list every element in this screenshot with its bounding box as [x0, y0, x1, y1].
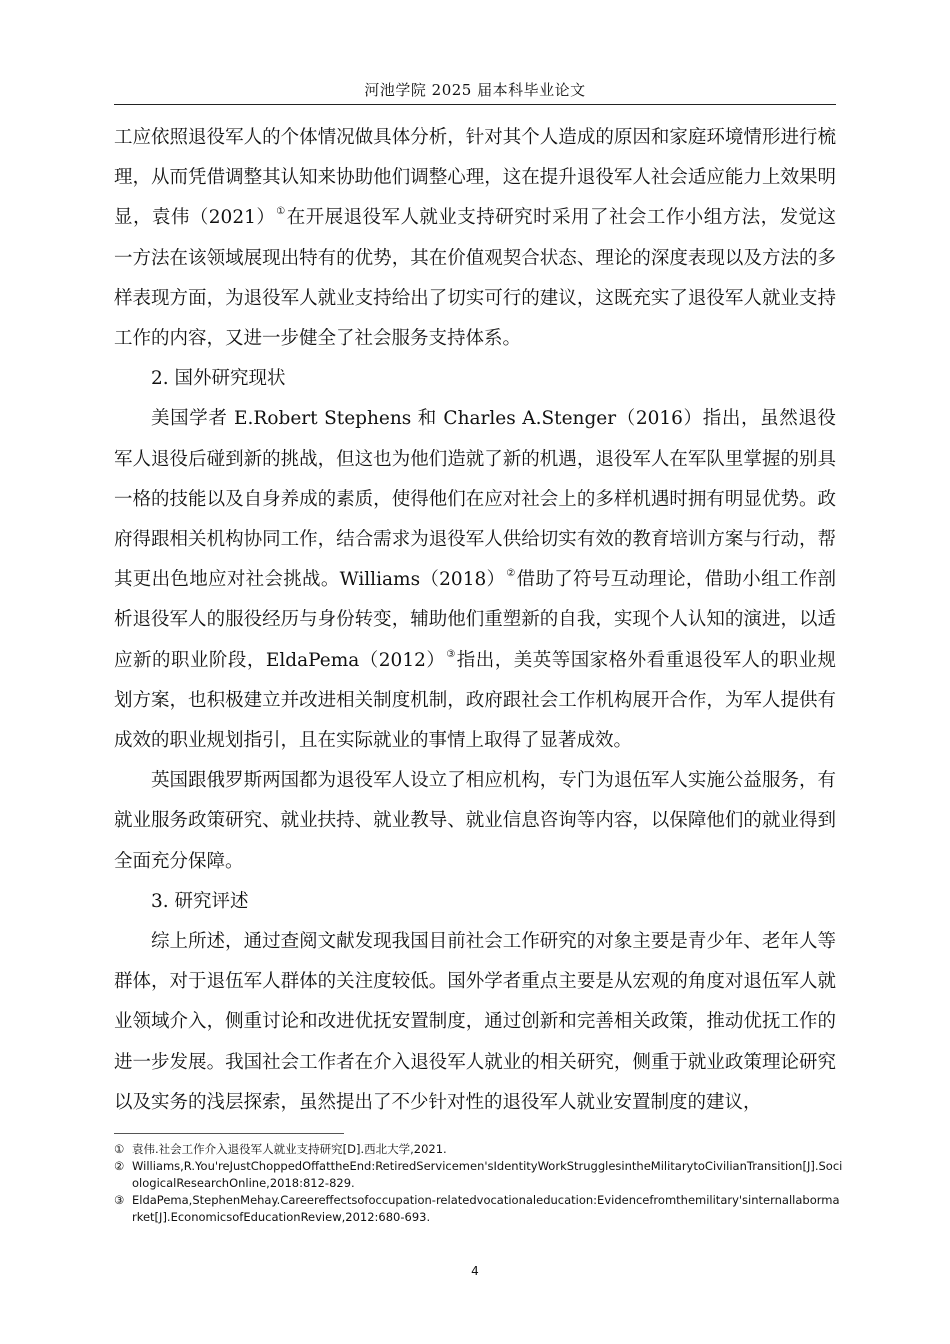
section-heading-review: 3. 研究评述	[151, 890, 249, 912]
paragraph-text: 在开展退役军人就业支持研究时采用了社会工作小组方法，发觉这一方法在该领域展现出特有的优势，其在价值观契合状态、理论的深度表现以及方法的多样表现方面，为退役军人就业支持给出了切实可行的建议，这既充实了退役军人就业支持工作的内容，又进一步健全了社会服务支持体系。	[114, 207, 836, 350]
header-rule	[114, 104, 836, 105]
body-text	[114, 118, 836, 1123]
paragraph-uk-russia: 英国跟俄罗斯两国都为退役军人设立了相应机构，专门为退伍军人实施公益服务，有就业服务政策研究、就业扶持、就业教导、就业信息咨询等内容，以保障他们的就业得到全面充分保障。	[114, 770, 836, 872]
paragraph-continuation	[114, 118, 836, 359]
footnote-mark: ①	[114, 1142, 125, 1156]
footnote-ref-1[interactable]: ①	[276, 206, 286, 218]
footnote-mark: ③	[114, 1193, 125, 1207]
paragraph-foreign-research	[114, 399, 836, 761]
footnote-item	[114, 1158, 844, 1192]
page-header: 河池学院 2025 届本科毕业论文	[364, 81, 586, 99]
section-heading-foreign-research: 2. 国外研究现状	[151, 368, 286, 390]
footnote-text: Williams,R.You'reJustChoppedOffattheEnd:RetiredServicemen'sIdentityWorkStrugglesintheMilitarytoCivilianTransition[J].SociologicalResearchOnline,2018:812-829.	[132, 1159, 843, 1190]
footnote-ref-3[interactable]: ③	[446, 648, 456, 660]
page-number: 4	[471, 1264, 479, 1278]
footnote-item	[114, 1192, 844, 1226]
paragraph-review: 综上所述，通过查阅文献发现我国目前社会工作研究的对象主要是青少年、老年人等群体，对于退伍军人群体的关注度较低。国外学者重点主要是从宏观的角度对退伍军人就业领域介入，侧重讨论和改进优抚安置制度，通过创新和完善相关政策，推动优抚工作的进一步发展。我国社会工作者在介入退役军人就业的相关研究，侧重于就业政策理论研究以及实务的浅层探索，虽然提出了不少针对性的退役军人就业安置制度的建议，	[114, 931, 836, 1113]
footnote-rule	[114, 1133, 344, 1134]
footnote-text: EldaPema,StephenMehay.Careereffectsofoccupation-relatedvocationaleducation:Evidencefromthemilitary'sinternallabormarket[J].EconomicsofEducationReview,2012:680-693.	[132, 1193, 840, 1224]
footnote-ref-2[interactable]: ②	[506, 568, 516, 580]
paragraph-text: 工应依照退役军人的个体情况做具体分析，针对其个人造成的原因和家庭环境情形进行梳理，从而凭借调整其认知来协助他们调整心理，这在提升退役军人社会适应能力上效果明显，袁伟（2021）	[114, 127, 836, 229]
footnote-item	[114, 1141, 844, 1158]
footnote-text: 袁伟.社会工作介入退役军人就业支持研究[D].西北大学,2021.	[132, 1142, 447, 1156]
paragraph-text: 指出，美英等国家格外看重退役军人的职业规划方案，也积极建立并改进相关制度机制，政府跟社会工作机构展开合作，为军人提供有成效的职业规划指引，且在实际就业的事情上取得了显著成效。	[114, 649, 836, 752]
paragraph-text: 借助了符号互动理论，借助小组工作剖析退役军人的服役经历与身份转变，辅助他们重塑新的自我，实现个人认知的演进，以适应新的职业阶段，EldaPema（2012）	[114, 569, 836, 671]
paragraph-text: 美国学者 E.Robert Stephens 和 Charles A.Stenger（2016）指出，虽然退役军人退役后碰到新的挑战，但这也为他们造就了新的机遇，退役军人在军队里掌握的别具一格的技能以及自身养成的素质，使得他们在应对社会上的多样机遇时拥有明显优势。政府得跟相关机构协同工作，结合需求为退役军人供给切实有效的教育培训方案与行动，帮其更出色地应对社会挑战。Williams（2018）	[114, 408, 836, 591]
footnotes	[114, 1141, 844, 1226]
footnote-mark: ②	[114, 1159, 125, 1173]
